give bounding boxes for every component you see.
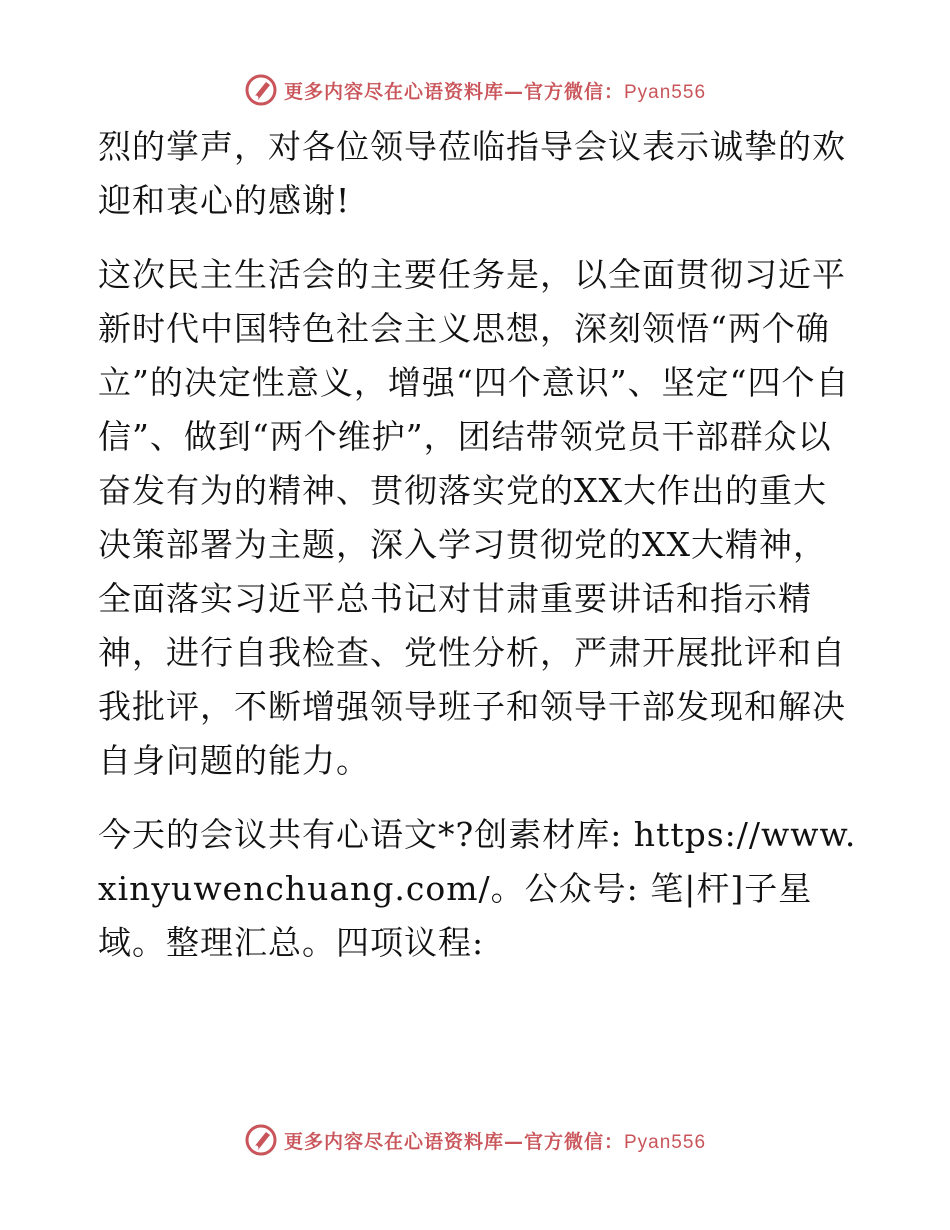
watermark-text: 更多内容尽在心语资料库—官方微信：Pyan556 <box>283 80 707 103</box>
paragraph-welcome: 烈的掌声，对各位领导莅临指导会议表示诚挚的欢迎和衷心的感谢! <box>98 127 846 220</box>
watermark-text: 更多内容尽在心语资料库—官方微信：Pyan556 <box>283 1130 707 1153</box>
header-watermark <box>0 70 950 110</box>
document-body <box>98 120 858 970</box>
paragraph-agenda: 今天的会议共有心语文*?创素材库: https://www.xinyuwenchuang.com/。公众号: 笔|杆]子星域。整理汇总。四项议程: <box>98 815 857 962</box>
paragraph-main-task: 这次民主生活会的主要任务是，以全面贯彻习近平新时代中国特色社会主义思想，深刻领悟“两个确立”的决定性意义，增强“四个意识”、坚定“四个自信”、做到“两个维护”，团结带领党员干部群众以奋发有为的精神、贯彻落实党的XX大作出的重大决策部署为主题，深入学习贯彻党的XX大精神，全面落实习近平总书记对甘肃重要讲话和指示精神，进行自我检查、党性分析，严肃开展批评和自我批评，不断增强领导班子和领导干部发现和解决自身问题的能力。 <box>98 255 850 780</box>
pen-logo-icon <box>244 73 278 107</box>
footer-watermark <box>0 1120 950 1160</box>
pen-logo-icon <box>244 1123 278 1157</box>
